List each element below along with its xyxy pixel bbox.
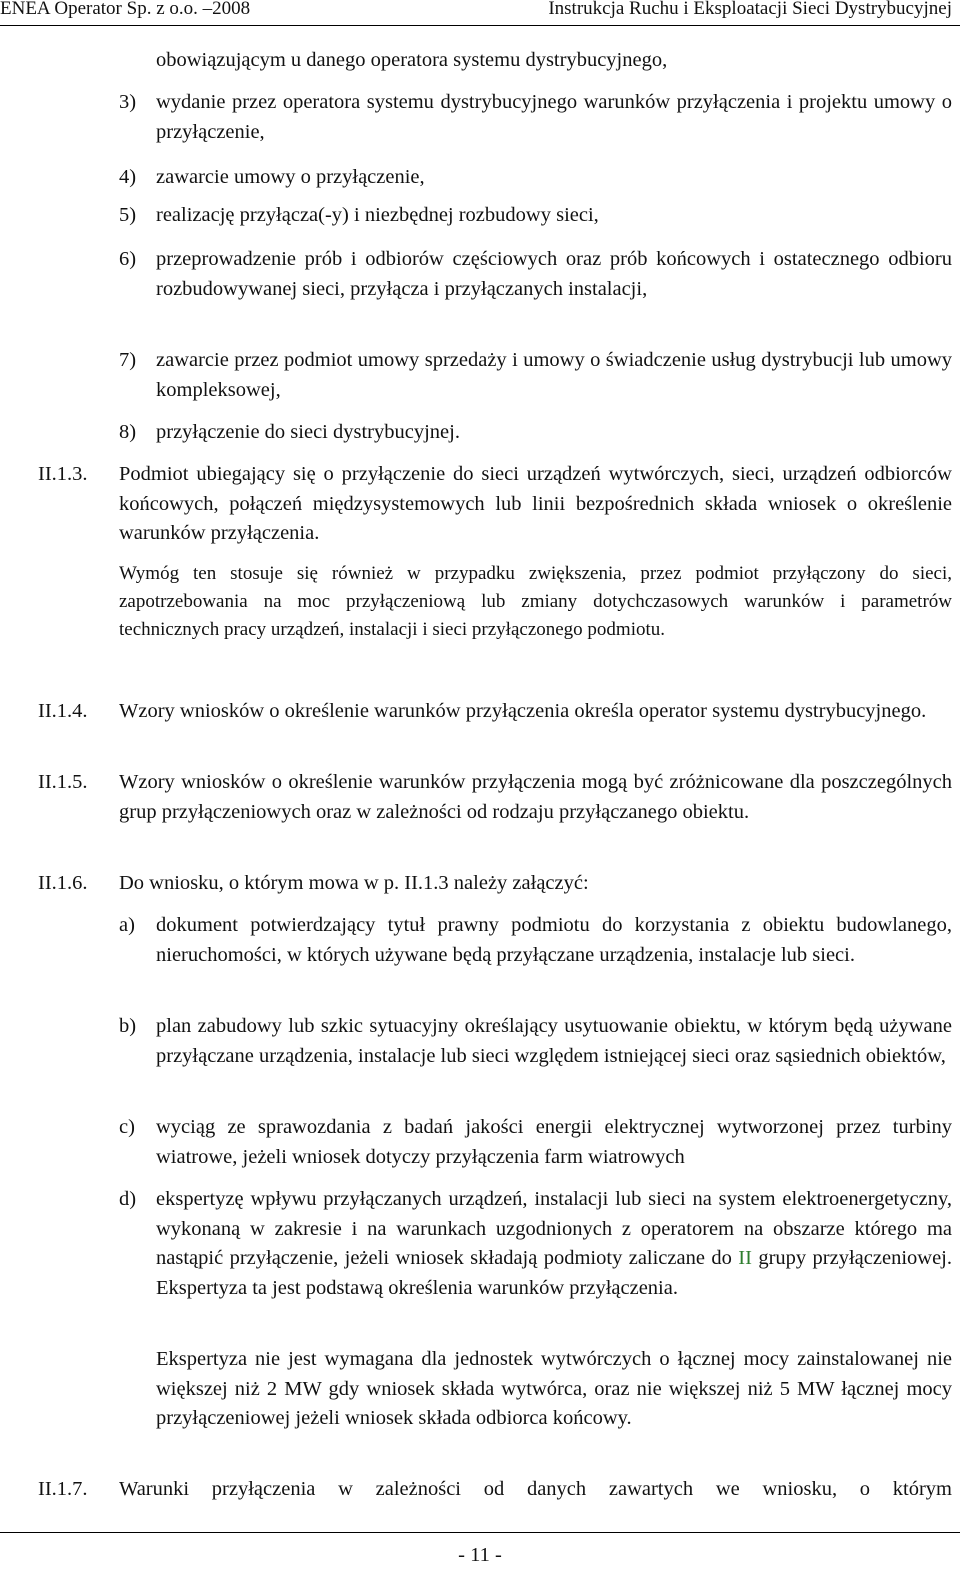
- section-number-ii-1-4: II.1.4.: [38, 700, 88, 722]
- section-number-ii-1-6: II.1.6.: [38, 872, 88, 894]
- list-item-number: 8): [119, 421, 137, 443]
- section-ii-1-7-paragraph: Warunki przyłączenia w zależności od danych zawartych we wniosku, o którym: [119, 1478, 952, 1500]
- list-item-number: 4): [119, 166, 137, 188]
- expertise-exemption-note: Ekspertyza nie jest wymagana dla jednostek wytwórczych o łącznej mocy zainstalowanej nie większej niż 2 MW gdy wniosek składa wytwórca, oraz nie większej niż 5 MW łącznej mocy przyłączeniowej jeżeli wniosek składa odbiorca końcowy.: [156, 1348, 952, 1429]
- header-rule: [0, 25, 960, 26]
- item-d-text-start: ekspertyzę wpływu przyłączanych urządzeń, instalacji lub sieci na system elektroenergetyczny, wykonaną w zakresie i na warunkach uzgodnionych z operatorem na obszarze którego ma nastąpić przyłączenie, jeżeli wniosek składają podmioty zaliczane do: [156, 1188, 952, 1269]
- list-item-number: c): [119, 1116, 135, 1138]
- list-item-text: [156, 1185, 952, 1303]
- list-item-number: 3): [119, 91, 137, 113]
- section-ii-1-4-paragraph: Wzory wniosków o określenie warunków przyłączenia określa operator systemu dystrybucyjnego.: [119, 700, 927, 722]
- list-item-text: zawarcie umowy o przyłączenie,: [156, 166, 425, 188]
- page-number: - 11 -: [458, 1544, 502, 1566]
- intro-line: obowiązującym u danego operatora systemu dystrybucyjnego,: [156, 49, 668, 71]
- list-item-number: 6): [119, 248, 137, 270]
- list-item-text: realizację przyłącza(-y) i niezbędnej rozbudowy sieci,: [156, 204, 599, 226]
- section-ii-1-5-paragraph: Wzory wniosków o określenie warunków przyłączenia mogą być zróżnicowane dla poszczególnych grup przyłączeniowych oraz w zależności od rodzaju przyłączanego obiektu.: [119, 771, 952, 823]
- section-ii-1-6-paragraph: Do wniosku, o którym mowa w p. II.1.3 należy załączyć:: [119, 872, 589, 894]
- footer-rule: [0, 1532, 960, 1533]
- list-item-text: wydanie przez operatora systemu dystrybucyjnego warunków przyłączenia i projektu umowy o przyłączenie,: [156, 91, 952, 143]
- section-number-ii-1-5: II.1.5.: [38, 771, 88, 793]
- section-ii-1-3-paragraph: Podmiot ubiegający się o przyłączenie do sieci urządzeń wytwórczych, sieci, urządzeń odbiorców końcowych, połączeń międzysystemowych lub linii bezpośrednich składa wniosek o określenie warunków przyłączenia.: [119, 463, 952, 544]
- section-ii-1-3-note: Wymóg ten stosuje się również w przypadku zwiększenia, przez podmiot przyłączony do sieci, zapotrzebowania na moc przyłączeniową lub zmiany dotychczasowych warunków i parametrów technicznych pracy urządzeń, instalacji i sieci przyłączonego podmiotu.: [119, 563, 952, 640]
- list-item-text: wyciąg ze sprawozdania z badań jakości energii elektrycznej wytworzonej przez turbiny wiatrowe, jeżeli wniosek dotyczy przyłączenia farm wiatrowych: [156, 1116, 952, 1168]
- list-item-number: a): [119, 914, 135, 936]
- list-item-number: 5): [119, 204, 137, 226]
- list-item-text: zawarcie przez podmiot umowy sprzedaży i umowy o świadczenie usług dystrybucji lub umowy kompleksowej,: [156, 349, 952, 401]
- list-item-text: przeprowadzenie prób i odbiorów częściowych oraz prób końcowych i ostatecznego odbioru rozbudowywanej sieci, przyłącza i przyłączanych instalacji,: [156, 248, 952, 300]
- list-item-number: 7): [119, 349, 137, 371]
- list-item-text: dokument potwierdzający tytuł prawny podmiotu do korzystania z obiektu budowlanego, nieruchomości, w których używane będą przyłączane urządzenia, instalacje lub sieci.: [156, 914, 952, 966]
- list-item-number: d): [119, 1188, 137, 1210]
- section-number-ii-1-7: II.1.7.: [38, 1478, 88, 1500]
- group-number-highlight: II: [738, 1247, 752, 1269]
- header-company: ENEA Operator Sp. z o.o. –2008: [0, 0, 251, 19]
- header-document-title: Instrukcja Ruchu i Eksploatacji Sieci Dystrybucyjnej: [548, 0, 952, 19]
- item-d-text-end: grupy przyłączeniowej. Ekspertyza ta jest podstawą określenia warunków przyłączenia.: [156, 1247, 952, 1299]
- page-header: [0, 0, 960, 26]
- list-item-text: plan zabudowy lub szkic sytuacyjny określający usytuowanie obiektu, w którym będą używane przyłączane urządzenia, instalacje lub sieci względem istniejącej sieci oraz sąsiednich obiektów,: [156, 1015, 952, 1067]
- section-number-ii-1-3: II.1.3.: [38, 463, 88, 485]
- list-item-number: b): [119, 1015, 137, 1037]
- list-item-text: przyłączenie do sieci dystrybucyjnej.: [156, 421, 460, 443]
